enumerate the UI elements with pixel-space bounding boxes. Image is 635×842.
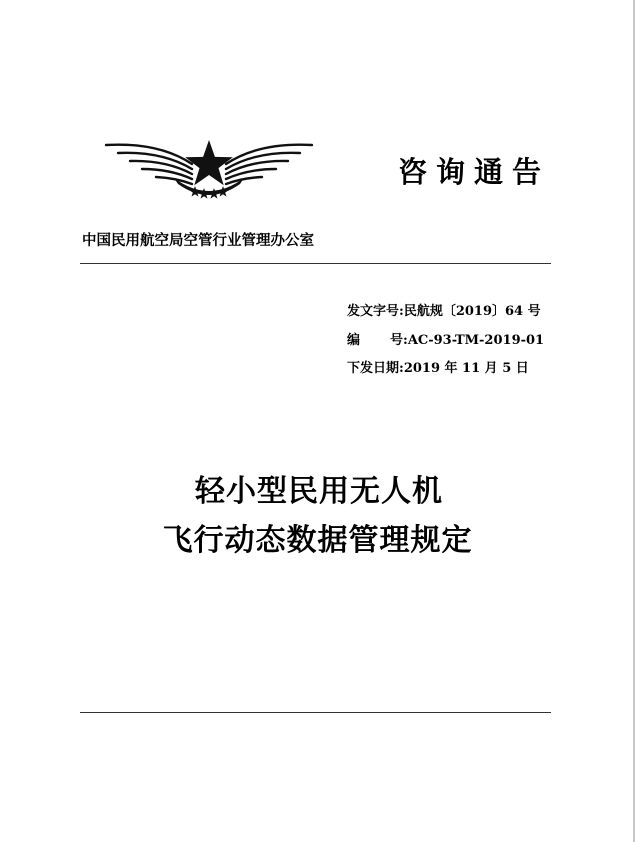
- document-metadata: [347, 300, 544, 386]
- document-title-line-2: 飞行动态数据管理规定: [162, 523, 473, 558]
- footer-divider: [80, 712, 551, 713]
- meta-row-document-number: [347, 300, 544, 329]
- meta-label: 发文字号: [347, 304, 400, 319]
- document-type-heading: 咨询通告: [398, 155, 551, 189]
- header-divider: [80, 263, 551, 264]
- meta-separator: :: [399, 304, 404, 319]
- caac-emblem-icon: [104, 138, 314, 202]
- meta-value: AC-93-TM-2019-01: [407, 332, 545, 348]
- meta-row-code: [347, 329, 544, 358]
- meta-row-issue-date: [347, 357, 544, 386]
- issuing-office: 中国民用航空局空管行业管理办公室: [82, 233, 314, 249]
- meta-separator: :: [399, 361, 404, 376]
- meta-value: 2019 年 11 月 5 日: [403, 361, 529, 376]
- meta-separator: :: [403, 332, 408, 348]
- document-title-line-1: 轻小型民用无人机: [195, 474, 443, 509]
- meta-label: 下发日期: [347, 361, 400, 376]
- meta-label: 编号: [347, 332, 403, 348]
- meta-value: 民航规〔2019〕64 号: [403, 304, 541, 319]
